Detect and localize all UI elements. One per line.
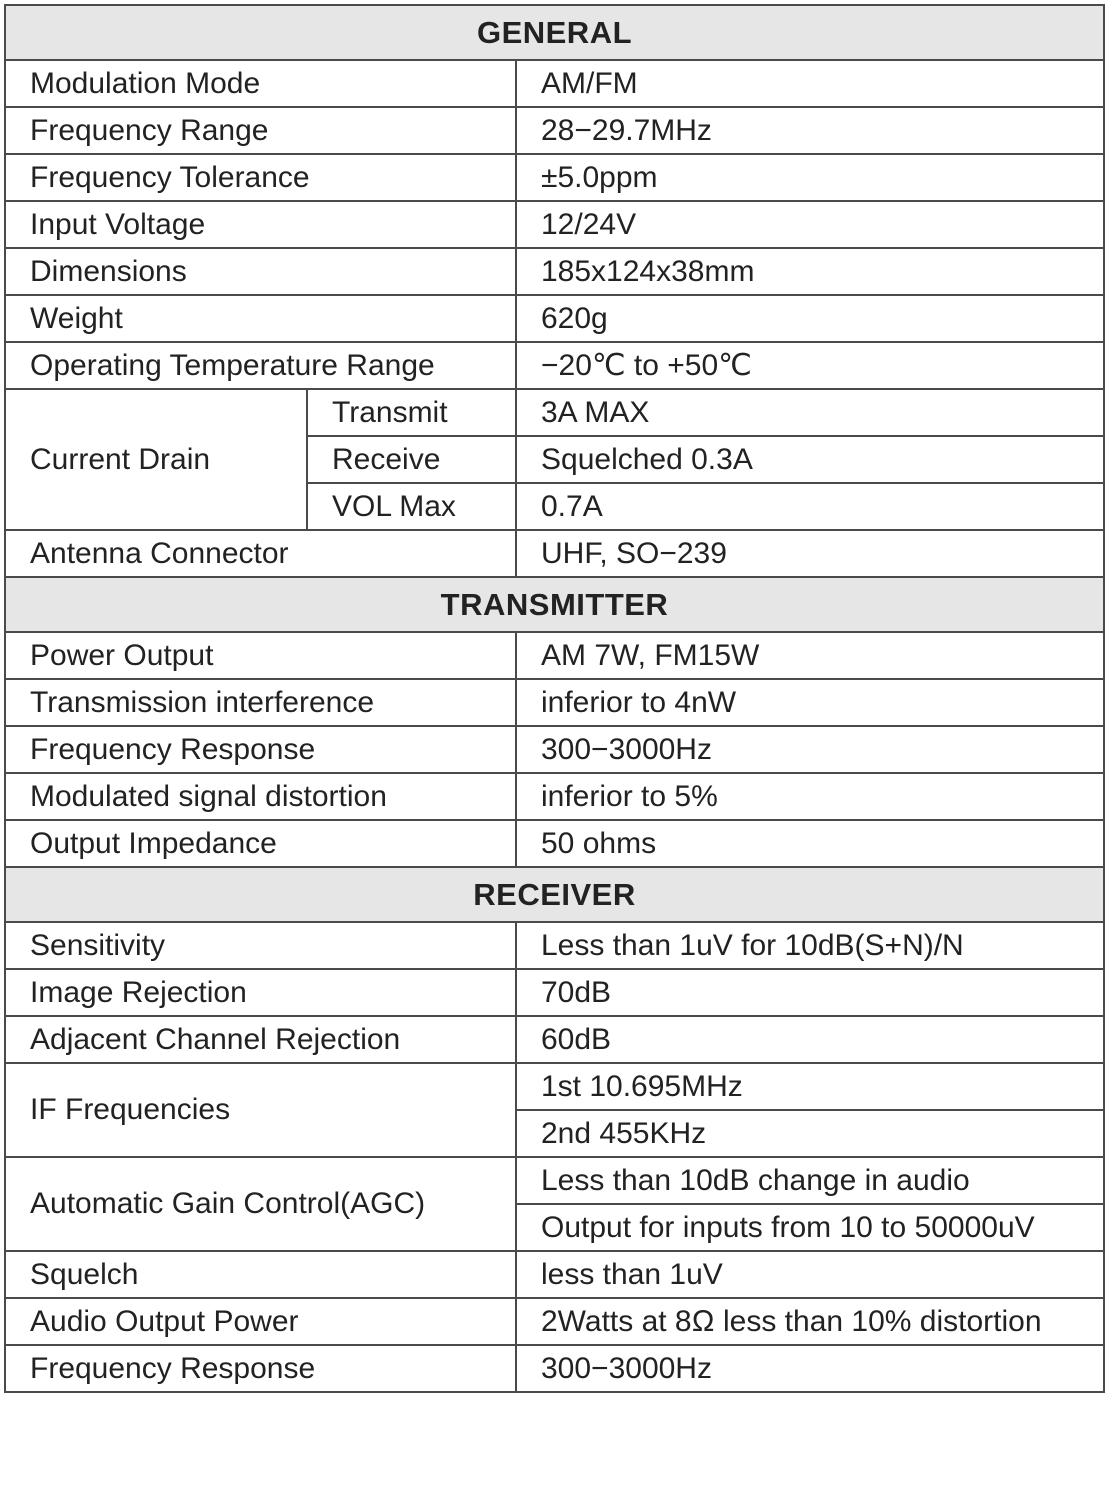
spec-row: [5, 342, 1104, 389]
spec-value: 2Watts at 8Ω less than 10% distortion: [516, 1298, 1104, 1345]
spec-value: AM 7W, FM15W: [516, 632, 1104, 679]
spec-row: [5, 726, 1104, 773]
spec-label-agc: Automatic Gain Control(AGC): [5, 1157, 516, 1251]
spec-label: Dimensions: [5, 248, 516, 295]
spec-label-if-frequencies: IF Frequencies: [5, 1063, 516, 1157]
spec-value: 3A MAX: [516, 389, 1104, 436]
section-row-receiver: [5, 867, 1104, 922]
spec-value: 0.7A: [516, 483, 1104, 530]
spec-label: Adjacent Channel Rejection: [5, 1016, 516, 1063]
spec-value: AM/FM: [516, 60, 1104, 107]
section-header-transmitter: TRANSMITTER: [5, 577, 1104, 632]
spec-row: [5, 922, 1104, 969]
spec-label: Frequency Range: [5, 107, 516, 154]
spec-label: Audio Output Power: [5, 1298, 516, 1345]
spec-row: [5, 295, 1104, 342]
spec-sublabel: Transmit: [307, 389, 516, 436]
spec-value: Less than 10dB change in audio: [516, 1157, 1104, 1204]
spec-value: 70dB: [516, 969, 1104, 1016]
section-row-transmitter: [5, 577, 1104, 632]
spec-label: Transmission interference: [5, 679, 516, 726]
spec-value: 28−29.7MHz: [516, 107, 1104, 154]
spec-value: less than 1uV: [516, 1251, 1104, 1298]
spec-label: Modulated signal distortion: [5, 773, 516, 820]
spec-value: 60dB: [516, 1016, 1104, 1063]
spec-label: Weight: [5, 295, 516, 342]
spec-value: −20℃ to +50℃: [516, 342, 1104, 389]
section-row-general: [5, 5, 1104, 60]
spec-label: Frequency Tolerance: [5, 154, 516, 201]
section-header-general: GENERAL: [5, 5, 1104, 60]
spec-row: [5, 632, 1104, 679]
spec-label: Sensitivity: [5, 922, 516, 969]
spec-label: Antenna Connector: [5, 530, 516, 577]
spec-value: 1st 10.695MHz: [516, 1063, 1104, 1110]
spec-value: inferior to 4nW: [516, 679, 1104, 726]
spec-value: Less than 1uV for 10dB(S+N)/N: [516, 922, 1104, 969]
spec-row-if-frequencies: [5, 1063, 1104, 1110]
spec-value: 620g: [516, 295, 1104, 342]
spec-row: [5, 679, 1104, 726]
spec-label: Operating Temperature Range: [5, 342, 516, 389]
spec-row: [5, 201, 1104, 248]
spec-sublabel: Receive: [307, 436, 516, 483]
spec-row: [5, 773, 1104, 820]
spec-row: [5, 820, 1104, 867]
spec-row: [5, 530, 1104, 577]
spec-table: [4, 4, 1105, 1393]
spec-label-current-drain: Current Drain: [5, 389, 307, 530]
spec-sublabel: VOL Max: [307, 483, 516, 530]
spec-value: UHF, SO−239: [516, 530, 1104, 577]
spec-row-current-drain: [5, 389, 1104, 436]
spec-value: 2nd 455KHz: [516, 1110, 1104, 1157]
spec-label: Input Voltage: [5, 201, 516, 248]
spec-label: Modulation Mode: [5, 60, 516, 107]
spec-value: 300−3000Hz: [516, 726, 1104, 773]
spec-value: inferior to 5%: [516, 773, 1104, 820]
spec-row: [5, 154, 1104, 201]
spec-label: Frequency Response: [5, 1345, 516, 1392]
section-header-receiver: RECEIVER: [5, 867, 1104, 922]
spec-value: 300−3000Hz: [516, 1345, 1104, 1392]
spec-row: [5, 1016, 1104, 1063]
spec-value: 185x124x38mm: [516, 248, 1104, 295]
spec-value: Squelched 0.3A: [516, 436, 1104, 483]
spec-label: Squelch: [5, 1251, 516, 1298]
spec-value: ±5.0ppm: [516, 154, 1104, 201]
spec-label: Image Rejection: [5, 969, 516, 1016]
spec-row: [5, 248, 1104, 295]
spec-row: [5, 107, 1104, 154]
spec-row: [5, 969, 1104, 1016]
spec-value: 50 ohms: [516, 820, 1104, 867]
spec-row: [5, 60, 1104, 107]
spec-value: Output for inputs from 10 to 50000uV: [516, 1204, 1104, 1251]
spec-label: Frequency Response: [5, 726, 516, 773]
spec-row: [5, 1298, 1104, 1345]
spec-label: Output Impedance: [5, 820, 516, 867]
spec-row: [5, 1345, 1104, 1392]
spec-row-agc: [5, 1157, 1104, 1204]
spec-row: [5, 1251, 1104, 1298]
spec-label: Power Output: [5, 632, 516, 679]
spec-value: 12/24V: [516, 201, 1104, 248]
